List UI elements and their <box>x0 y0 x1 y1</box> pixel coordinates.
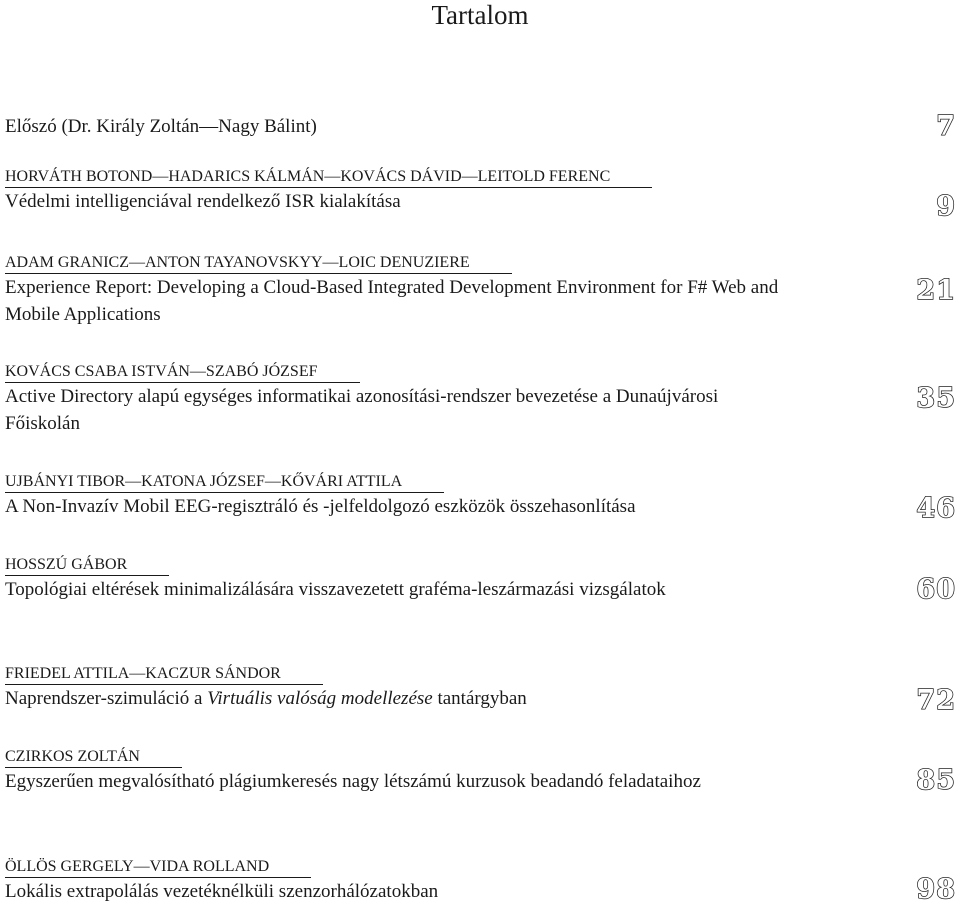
entry-title: Előszó (Dr. Király Zoltán—Nagy Bálint) <box>5 116 317 137</box>
page-number[interactable]: 98 <box>916 874 956 905</box>
toc-entry[interactable] <box>5 472 960 520</box>
toc-entry[interactable] <box>5 362 960 437</box>
entry-authors: UJBÁNYI TIBOR—KATONA JÓZSEF—KŐVÁRI ATTILA <box>5 472 444 493</box>
toc-entry[interactable] <box>5 857 960 905</box>
entry-authors: HORVÁTH BOTOND—HADARICS KÁLMÁN—KOVÁCS DÁVID—LEITOLD FERENC <box>5 167 652 188</box>
page-number[interactable]: 60 <box>916 574 956 605</box>
entry-title: Egyszerűen megvalósítható plágiumkeresés nagy létszámú kurzusok beadandó feladataihoz <box>5 771 701 792</box>
toc-entry[interactable] <box>5 167 960 215</box>
page-title: Tartalom <box>431 0 529 30</box>
page-number[interactable]: 46 <box>916 493 956 524</box>
entry-authors: ADAM GRANICZ—ANTON TAYANOVSKYY—LOIC DENUZIERE <box>5 253 512 274</box>
toc-entry[interactable] <box>5 253 960 328</box>
entry-title: A Non-Invazív Mobil EEG-regisztráló és -jelfeldolgozó eszközök összehasonlítása <box>5 496 636 517</box>
entry-title-italic: Virtuális valóság modellezése <box>207 688 433 709</box>
entry-title: Topológiai eltérések minimalizálására visszavezetett graféma-leszármazási vizsgálatok <box>5 579 666 600</box>
entry-title: Active Directory alapú egységes informatikai azonosítási-rendszer bevezetése a Dunaújvárosi Főiskolán <box>5 386 719 434</box>
page-number[interactable]: 85 <box>916 765 956 796</box>
page-number[interactable]: 35 <box>916 383 956 414</box>
page-number[interactable]: 21 <box>916 275 956 306</box>
entry-authors: ÖLLÖS GERGELY—VIDA ROLLAND <box>5 857 311 878</box>
entry-authors: HOSSZÚ GÁBOR <box>5 555 169 576</box>
entry-title: Experience Report: Developing a Cloud-Based Integrated Development Environment for F# Web and Mobile Applications <box>5 277 779 325</box>
toc-entry[interactable] <box>5 664 960 712</box>
page-number[interactable]: 72 <box>916 685 956 716</box>
toc-entry[interactable] <box>5 747 960 795</box>
toc-entry[interactable] <box>5 555 960 603</box>
entry-title: Védelmi intelligenciával rendelkező ISR kialakítása <box>5 191 401 212</box>
page-number[interactable]: 9 <box>936 191 956 222</box>
page-number[interactable]: 7 <box>936 111 956 142</box>
entry-authors: FRIEDEL ATTILA—KACZUR SÁNDOR <box>5 664 323 685</box>
entry-authors: KOVÁCS CSABA ISTVÁN—SZABÓ JÓZSEF <box>5 362 360 383</box>
toc-entry-preface[interactable] <box>5 113 960 140</box>
entry-title-part: Naprendszer-szimuláció a <box>5 688 208 709</box>
entry-title: Lokális extrapolálás vezetéknélküli szenzorhálózatokban <box>5 881 439 902</box>
entry-title <box>5 685 905 712</box>
entry-title-part: tantárgyban <box>432 688 527 709</box>
entry-authors: CZIRKOS ZOLTÁN <box>5 747 182 768</box>
